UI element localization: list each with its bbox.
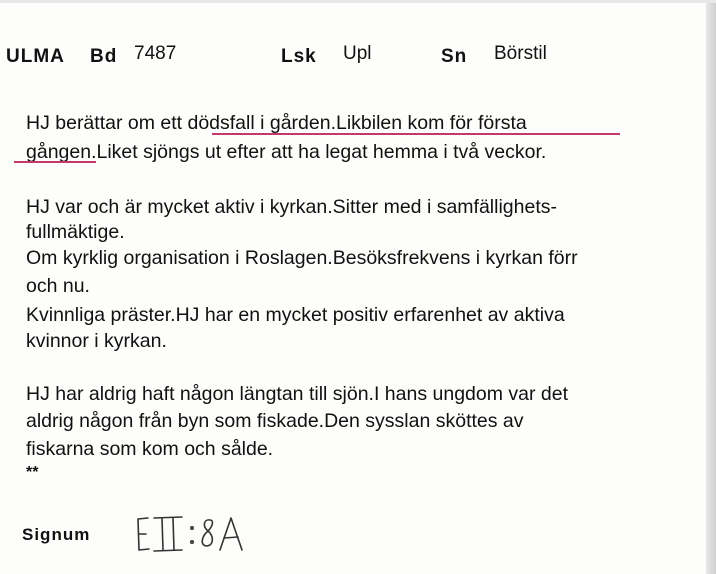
card-edge — [0, 0, 716, 3]
signum-handwritten — [134, 510, 254, 560]
signum-label: Signum — [22, 525, 91, 544]
text-line: fullmäktige. — [26, 221, 125, 243]
underline-mark — [212, 133, 620, 135]
underline-mark — [14, 161, 96, 163]
province-value: Upl — [343, 43, 372, 64]
text-line: fiskarna som kom och sålde. — [26, 438, 274, 460]
text-line: Om kyrklig organisation i Roslagen.Besöksfrekvens i kyrkan förr — [26, 247, 578, 269]
text-line: HJ berättar om ett dödsfall i gården.Likbilen kom för första — [26, 112, 527, 134]
card-edge — [706, 0, 716, 574]
text-line: kvinnor i kyrkan. — [26, 330, 167, 352]
text-line: Kvinnliga präster.HJ har en mycket positiv erfarenhet av aktiva — [26, 304, 565, 326]
archive-label: ULMA — [6, 46, 65, 67]
text-line: aldrig någon från byn som fiskade.Den sysslan sköttes av — [26, 410, 524, 432]
volume-label: Bd — [90, 46, 118, 67]
province-label: Lsk — [281, 46, 317, 67]
parish-label: Sn — [441, 46, 468, 67]
text-line: gången.Liket sjöngs ut efter att ha legat hemma i två veckor. — [26, 141, 547, 163]
parish-value: Börstil — [494, 43, 547, 64]
volume-value: 7487 — [134, 43, 177, 64]
text-line: HJ har aldrig haft någon längtan till sjön.I hans ungdom var det — [26, 383, 569, 405]
text-line: HJ var och är mycket aktiv i kyrkan.Sitter med i samfällighets- — [26, 196, 557, 218]
text-line: och nu. — [26, 275, 90, 297]
text-line: ** — [26, 464, 39, 481]
